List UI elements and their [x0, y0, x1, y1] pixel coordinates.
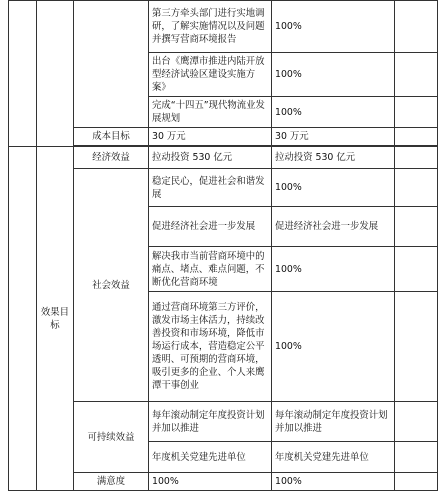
social-value-cell: 100%: [272, 292, 395, 402]
task-cell: 出台《鹰潭市推进内陆开放型经济试验区建设实施方案》: [149, 53, 272, 97]
value-cell-extra: [395, 442, 438, 473]
table-row-social: [9, 169, 438, 207]
value-cell-extra: [395, 402, 438, 442]
value-cell-extra: [395, 169, 438, 207]
sustainable-value-cell: 年度机关党建先进单位: [272, 442, 395, 473]
benefit-goal-label: [37, 147, 74, 491]
value-cell: 100%: [272, 1, 395, 53]
value-cell-extra: [395, 292, 438, 402]
value-cell-extra: [395, 97, 438, 128]
satisfaction-value-cell: 100%: [149, 473, 272, 491]
table-row-satisfaction: [9, 473, 438, 491]
performance-goals-table: [8, 0, 438, 491]
social-task-cell: 稳定民心，促进社会和谐发展: [149, 169, 272, 207]
economic-value-cell: 拉动投资 530 亿元: [272, 147, 395, 169]
blank-subcategory-cell: [74, 1, 149, 128]
social-task-cell: 通过营商环境第三方评价，激发市场主体活力，持续改善投资和市场环境，降低市场运行成本，营造稳定公平透明、可预期的营商环境，吸引更多的企业、个人来鹰潭干事创业: [149, 292, 272, 402]
sustainable-task-cell: 每年滚动制定年度投资计划并加以推进: [149, 402, 272, 442]
cost-value-cell-2: 30 万元: [272, 128, 395, 146]
value-cell-extra: [395, 473, 438, 491]
sustainable-task-cell: 年度机关党建先进单位: [149, 442, 272, 473]
table-row-economic: [9, 147, 438, 169]
economic-benefit-label: 经济效益: [74, 147, 149, 169]
social-value-cell: 100%: [272, 247, 395, 292]
cost-value-cell: 30 万元: [149, 128, 272, 146]
value-cell-extra: [395, 128, 438, 146]
satisfaction-label: 满意度: [74, 473, 149, 491]
table-row-sustainable: [9, 402, 438, 442]
social-value-cell: 100%: [272, 169, 395, 207]
social-task-cell: 促进经济社会进一步发展: [149, 207, 272, 247]
sustainable-value-cell: 每年滚动制定年度投资计划并加以推进: [272, 402, 395, 442]
task-cell: 第三方牵头部门进行实地调研，了解实施情况以及问题并撰写营商环境报告: [149, 1, 272, 53]
value-cell: 100%: [272, 97, 395, 128]
value-cell-extra: [395, 147, 438, 169]
value-cell-extra: [395, 53, 438, 97]
table-row-cost: [9, 128, 438, 146]
social-task-cell: 解决我市当前营商环境中的痛点、堵点、难点问题，不断优化营商环境: [149, 247, 272, 292]
economic-task-cell: 拉动投资 530 亿元: [149, 147, 272, 169]
sustainable-benefit-label: 可持续效益: [74, 402, 149, 473]
table-row: [9, 1, 438, 53]
value-cell-extra: [395, 207, 438, 247]
outer-left-blank-cell: [9, 1, 37, 147]
benefit-goal-text: 效果目标: [40, 306, 70, 331]
social-value-cell: 促进经济社会进一步发展: [272, 207, 395, 247]
value-cell-extra: [395, 247, 438, 292]
task-cell: 完成“十四五”现代物流业发展规划: [149, 97, 272, 128]
inner-left-blank-cell: [37, 1, 74, 147]
satisfaction-value-cell-2: 100%: [272, 473, 395, 491]
social-benefit-label: 社会效益: [74, 169, 149, 402]
cost-goal-label: 成本目标: [74, 128, 149, 146]
value-cell: 100%: [272, 53, 395, 97]
value-cell-extra: [395, 1, 438, 53]
outer-left-blank-cell-2: [9, 147, 37, 491]
